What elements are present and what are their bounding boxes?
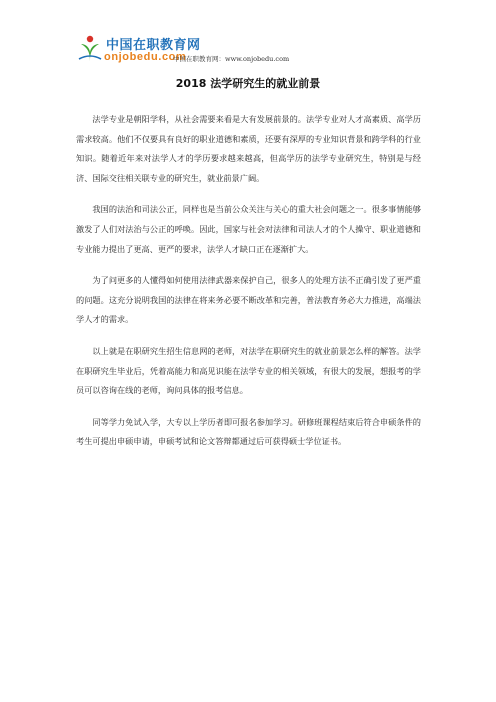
paragraph-5: 同等学力免试入学，大专以上学历者即可报名参加学习。研修班课程结束后符合申硕条件的考生可提出申硕申请，申硕考试和论文答辩都通过后可获得硕士学位证书。 (76, 416, 421, 447)
paragraph-2: 我国的法治和司法公正，同样也是当前公众关注与关心的重大社会问题之一。很多事情能够激发了人们对法治与公正的呼唤。因此，国家与社会对法律和司法人才的个人操守、职业道德和专业能力提出了更高、更严的要求，法学人才缺口正在逐渐扩大。 (76, 204, 421, 254)
paragraph-3: 为了问更多的人懂得如何使用法律武器来保护自己，很多人的处理方法不正确引发了更严重的问题。这充分说明我国的法律在将来务必要不断改革和完善，普法教育务必大力推进，高端法学人才的需求。 (76, 275, 421, 325)
logo-title: 中国在职教育网 (106, 38, 201, 53)
document-title: 2018 法学研究生的就业前景 (175, 77, 321, 90)
site-url-text: 中国在职教育网：www.onjobedu.com (173, 55, 290, 63)
document-body (76, 110, 421, 464)
paragraph-4: 以上就是在职研究生招生信息网的老师，对法学在职研究生的就业前景怎么样的解答。法学在职研究生毕业后，凭着高能力和高见识能在法学专业的相关领域，有很大的发展，想报考的学员可以咨询在线的老师，询问具体的报考信息。 (76, 345, 421, 396)
site-header (76, 33, 336, 67)
logo-icon (76, 33, 104, 63)
paragraph-1: 法学专业是朝阳学科，从社会需要来看是大有发展前景的。法学专业对人才高素质、高学历需求较高。他们不仅要具有良好的职业道德和素质，还要有深厚的专业知识背景和跨学科的行业知识。随着近年来对法学人才的学历要求越来越高，但高学历的法学专业研究生，特别是与经济、国际交往相关联专业的研究生，就业前景广阔。 (76, 114, 421, 183)
logo-domain: onjobedu.com (104, 51, 187, 63)
